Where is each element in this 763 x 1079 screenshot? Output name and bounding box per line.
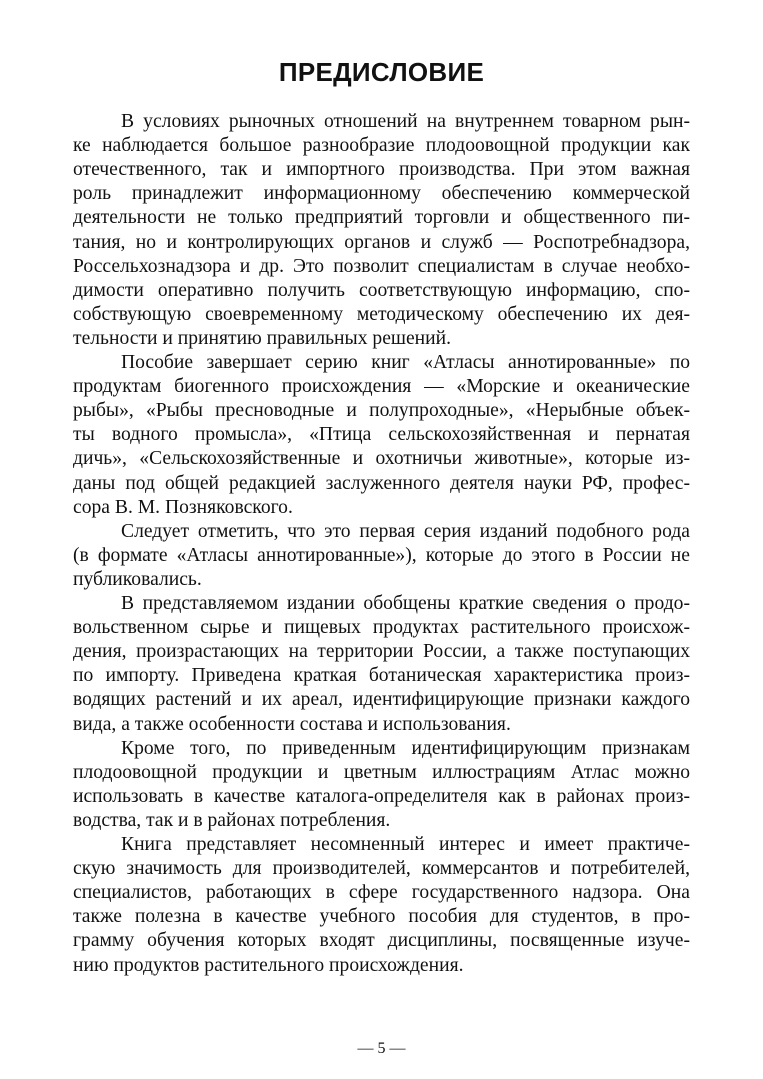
page-title: ПРЕДИСЛОВИЕ	[278, 57, 485, 87]
text-line: Россельхознадзора и др. Это позволит специалистам в случае необхо-	[73, 255, 690, 277]
text-line: даны под общей редакцией заслуженного деятеля науки РФ, профес-	[73, 472, 690, 494]
text-line: тания, но и контролирующих органов и служб — Роспотребнадзора,	[73, 231, 690, 253]
text-line: водства, так и в районах потребления.	[73, 809, 391, 831]
text-line: Кроме того, по приведенным идентифицирующим признакам	[121, 737, 690, 759]
text-line: деятельности не только предприятий торговли и общественного пи-	[73, 207, 690, 229]
text-line: вольственном сырье и пищевых продуктах растительного происхож-	[73, 617, 690, 639]
text-line: рыбы», «Рыбы пресноводные и полупроходные», «Нерыбные объек-	[73, 400, 690, 422]
text-line: В условиях рыночных отношений на внутреннем товарном рын-	[121, 111, 690, 132]
text-line: специалистов, работающих в сфере государственного надзора. Она	[73, 882, 690, 904]
text-line: тельности и принятию правильных решений.	[73, 327, 452, 349]
text-line: по импорту. Приведена краткая ботаническая характеристика произ-	[73, 665, 690, 687]
text-line: водящих растений и их ареал, идентифицирующие признаки каждого	[73, 689, 690, 711]
page-number: — 5 —	[357, 1040, 406, 1057]
text-line: собствующую своевременному методическому обеспечению их дея-	[73, 303, 690, 325]
text-line: Следует отметить, что это первая серия изданий подобного рода	[121, 520, 690, 542]
text-line: дичь», «Сельскохозяйственные и охотничьи животные», которые из-	[73, 448, 690, 470]
text-line: продуктам биогенного происхождения — «Морские и океанические	[73, 376, 690, 398]
text-line: ке наблюдается большое разнообразие плодоовощной продукции как	[73, 135, 690, 157]
text-line: В представляемом издании обобщены краткие сведения о продо-	[121, 593, 690, 614]
text-line: также полезна в качестве учебного пособия для студентов, в про-	[73, 906, 690, 928]
text-line: нию продуктов растительного происхождения.	[73, 954, 464, 976]
text-line: скую значимость для производителей, коммерсантов и потребителей,	[73, 858, 690, 880]
text-line: ты водного промысла», «Птица сельскохозяйственная и пернатая	[73, 424, 690, 446]
text-line: вида, а также особенности состава и использования.	[73, 713, 511, 735]
text-line: дения, произрастающих на территории России, а также поступающих	[73, 641, 690, 663]
text-line: (в формате «Атласы аннотированные»), которые до этого в России не	[73, 544, 690, 566]
text-line: сора В. М. Позняковского.	[73, 496, 293, 518]
text-line: Книга представляет несомненный интерес и имеет практиче-	[121, 834, 690, 855]
text-line: отечественного, так и импортного производства. При этом важная	[73, 159, 690, 181]
text-line: грамму обучения которых входят дисциплины, посвященные изуче-	[73, 930, 690, 952]
text-line: роль принадлежит информационному обеспечению коммерческой	[73, 183, 690, 205]
text-line: плодоовощной продукции и цветным иллюстрациям Атлас можно	[73, 761, 690, 783]
text-line: димости оперативно получить соответствующую информацию, спо-	[73, 279, 690, 301]
text-line: использовать в качестве каталога-определителя как в районах произ-	[73, 785, 690, 807]
text-line: публиковались.	[73, 568, 202, 590]
text-line: Пособие завершает серию книг «Атласы аннотированные» по	[121, 352, 690, 373]
